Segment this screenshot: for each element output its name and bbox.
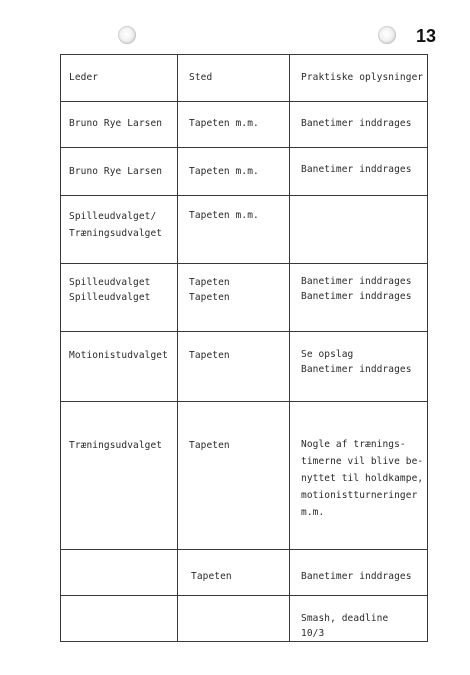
column-divider xyxy=(289,55,290,641)
header-leder: Leder xyxy=(69,72,99,83)
row-4-sted: Tapeten Tapeten xyxy=(189,277,230,303)
row-6-info: Nogle af trænings- timerne vil blive be- nyttet til holdkampe, motionistturneringer m.m. xyxy=(301,439,424,518)
row-6-leder: Træningsudvalget xyxy=(69,440,163,451)
row-8-info: Smash, deadline 10/3 xyxy=(301,613,389,639)
punch-hole-right xyxy=(378,26,396,44)
row-2-leder: Bruno Rye Larsen xyxy=(69,166,163,177)
row-4-info: Banetimer inddrages Banetimer inddrages xyxy=(301,276,412,302)
page-number: 13 xyxy=(416,26,437,46)
row-1-sted: Tapeten m.m. xyxy=(189,118,259,129)
punch-hole-left xyxy=(118,26,136,44)
row-3-sted: Tapeten m.m. xyxy=(189,210,259,221)
row-2-info: Banetimer inddrages xyxy=(301,164,412,175)
row-5-leder: Motionistudvalget xyxy=(69,350,168,361)
row-6-sted: Tapeten xyxy=(189,440,230,451)
row-4-leder: Spilleudvalget Spilleudvalget xyxy=(69,277,151,303)
row-divider xyxy=(61,101,427,102)
row-7-sted: Tapeten xyxy=(191,571,232,582)
row-5-info: Se opslag Banetimer inddrages xyxy=(301,349,412,375)
header-praktiske-oplysninger: Praktiske oplysninger xyxy=(301,72,424,83)
row-divider xyxy=(61,263,427,264)
row-2-sted: Tapeten m.m. xyxy=(189,166,259,177)
row-3-leder: Spilleudvalget/ Træningsudvalget xyxy=(69,211,163,239)
row-divider xyxy=(61,147,427,148)
row-divider xyxy=(61,331,427,332)
row-1-info: Banetimer inddrages xyxy=(301,118,412,129)
row-7-info: Banetimer inddrages xyxy=(301,571,412,582)
column-divider xyxy=(177,55,178,641)
row-5-sted: Tapeten xyxy=(189,350,230,361)
schedule-table xyxy=(60,54,428,642)
header-sted: Sted xyxy=(189,72,213,83)
row-1-leder: Bruno Rye Larsen xyxy=(69,118,163,129)
row-divider xyxy=(61,195,427,196)
row-divider xyxy=(61,549,427,550)
row-divider xyxy=(61,595,427,596)
row-divider xyxy=(61,401,427,402)
